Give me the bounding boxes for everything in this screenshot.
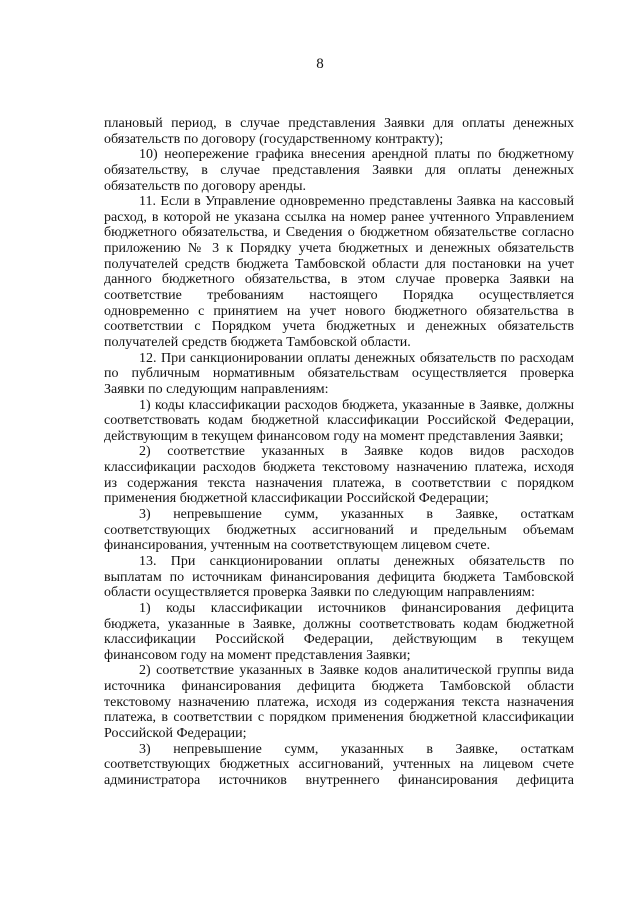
text-line: классификации расходов бюджета текстовому назначению платежа, исходя (104, 460, 574, 476)
paragraph (104, 444, 574, 507)
paragraph (104, 507, 574, 554)
text-line: одновременно с принятием на учет нового бюджетного обязательства в (104, 303, 574, 319)
text-line: по публичным нормативным обязательствам осуществляется проверка (104, 366, 574, 382)
text-line: 10) неопережение графика внесения арендной платы по бюджетному (139, 147, 574, 163)
text-line: 11. Если в Управление одновременно представлены Заявка на кассовый (139, 194, 574, 210)
text-line: текстовому назначению платежа, исходя из содержания текста назначения (104, 694, 574, 710)
text-line: 13. При санкционировании оплаты денежных обязательств по (139, 553, 574, 569)
paragraph (104, 351, 574, 398)
paragraph (104, 554, 574, 601)
text-line: плановый период, в случае представления Заявки для оплаты денежных (104, 116, 574, 131)
text-line: применения бюджетной классификации Российской Федерации; (104, 491, 489, 507)
text-line: соответствии с Порядком учета бюджетных и денежных обязательств (104, 319, 574, 335)
text-line: Заявки по следующим направлениям: (104, 381, 329, 397)
paragraph (104, 194, 574, 350)
paragraph (104, 742, 574, 789)
text-line: обязательств по договору (государственному контракту); (104, 131, 444, 147)
text-line: 1) коды классификации расходов бюджета, указанные в Заявке, должны (139, 397, 574, 413)
text-line: Российской Федерации; (104, 725, 247, 741)
document-body (104, 116, 574, 789)
page-number: 8 (316, 56, 324, 72)
text-line: соответствовать кодам бюджетной классификации Российской Федерации, (104, 413, 574, 429)
text-line: платежа, в соответствии с порядком применения бюджетной классификации (104, 710, 574, 726)
text-line: финансирования, учтенным на соответствующем лицевом счете. (104, 538, 491, 554)
paragraph (104, 116, 574, 147)
text-line: бюджета, указанные в Заявке, должны соответствовать кодам бюджетной (104, 616, 574, 632)
paragraph (104, 601, 574, 664)
paragraph (104, 398, 574, 445)
text-line: финансовом году на момент представления Заявки; (104, 647, 411, 663)
text-line: соответствующих бюджетных ассигнований, учтенных на лицевом счете (104, 757, 574, 773)
text-line: источника финансирования дефицита бюджета Тамбовской области (104, 679, 574, 695)
text-line: 1) коды классификации источников финансирования дефицита (139, 600, 574, 616)
text-line: данного бюджетного обязательства, в этом случае проверка Заявки на (104, 272, 574, 288)
text-line: администратора источников внутреннего финансирования дефицита (104, 772, 574, 788)
text-line: выплатам по источникам финансирования дефицита бюджета Тамбовской (104, 569, 574, 585)
paragraph (104, 663, 574, 741)
text-line: обязательству, в случае представления Заявки для оплаты денежных (104, 162, 574, 178)
text-line: 3) непревышение сумм, указанных в Заявке, остаткам (139, 507, 574, 523)
text-line: соответствие требованиям настоящего Порядка осуществляется (104, 288, 574, 304)
text-line: получателей средств бюджета Тамбовской области. (104, 334, 411, 350)
paragraph (104, 147, 574, 194)
text-line: обязательств по договору аренды. (104, 178, 307, 194)
text-line: области осуществляется проверка Заявки по следующим направлениям: (104, 585, 535, 601)
text-line: расход, в которой не указана ссылка на номер ранее учтенного Управлением (104, 209, 574, 225)
text-line: бюджетного обязательства, и Сведения о бюджетном обязательстве согласно (104, 225, 574, 241)
text-line: приложению № 3 к Порядку учета бюджетных и денежных обязательств (104, 241, 574, 257)
text-line: из содержания текста назначения платежа, в соответствии с порядком (104, 475, 574, 491)
text-line: 2) соответствие указанных в Заявке кодов аналитической группы вида (139, 663, 574, 679)
text-line: классификации Российской Федерации, действующим в текущем (104, 632, 574, 648)
text-line: 2) соответствие указанных в Заявке кодов видов расходов (139, 444, 574, 460)
text-line: соответствующих бюджетных ассигнований и предельным объемам (104, 522, 574, 538)
text-line: 3) непревышение сумм, указанных в Заявке, остаткам (139, 741, 574, 757)
text-line: действующим в текущем финансовом году на момент представления Заявки; (104, 428, 564, 444)
text-line: 12. При санкционировании оплаты денежных обязательств по расходам (139, 350, 574, 366)
text-line: получателей средств бюджета Тамбовской области для постановки на учет (104, 256, 574, 272)
